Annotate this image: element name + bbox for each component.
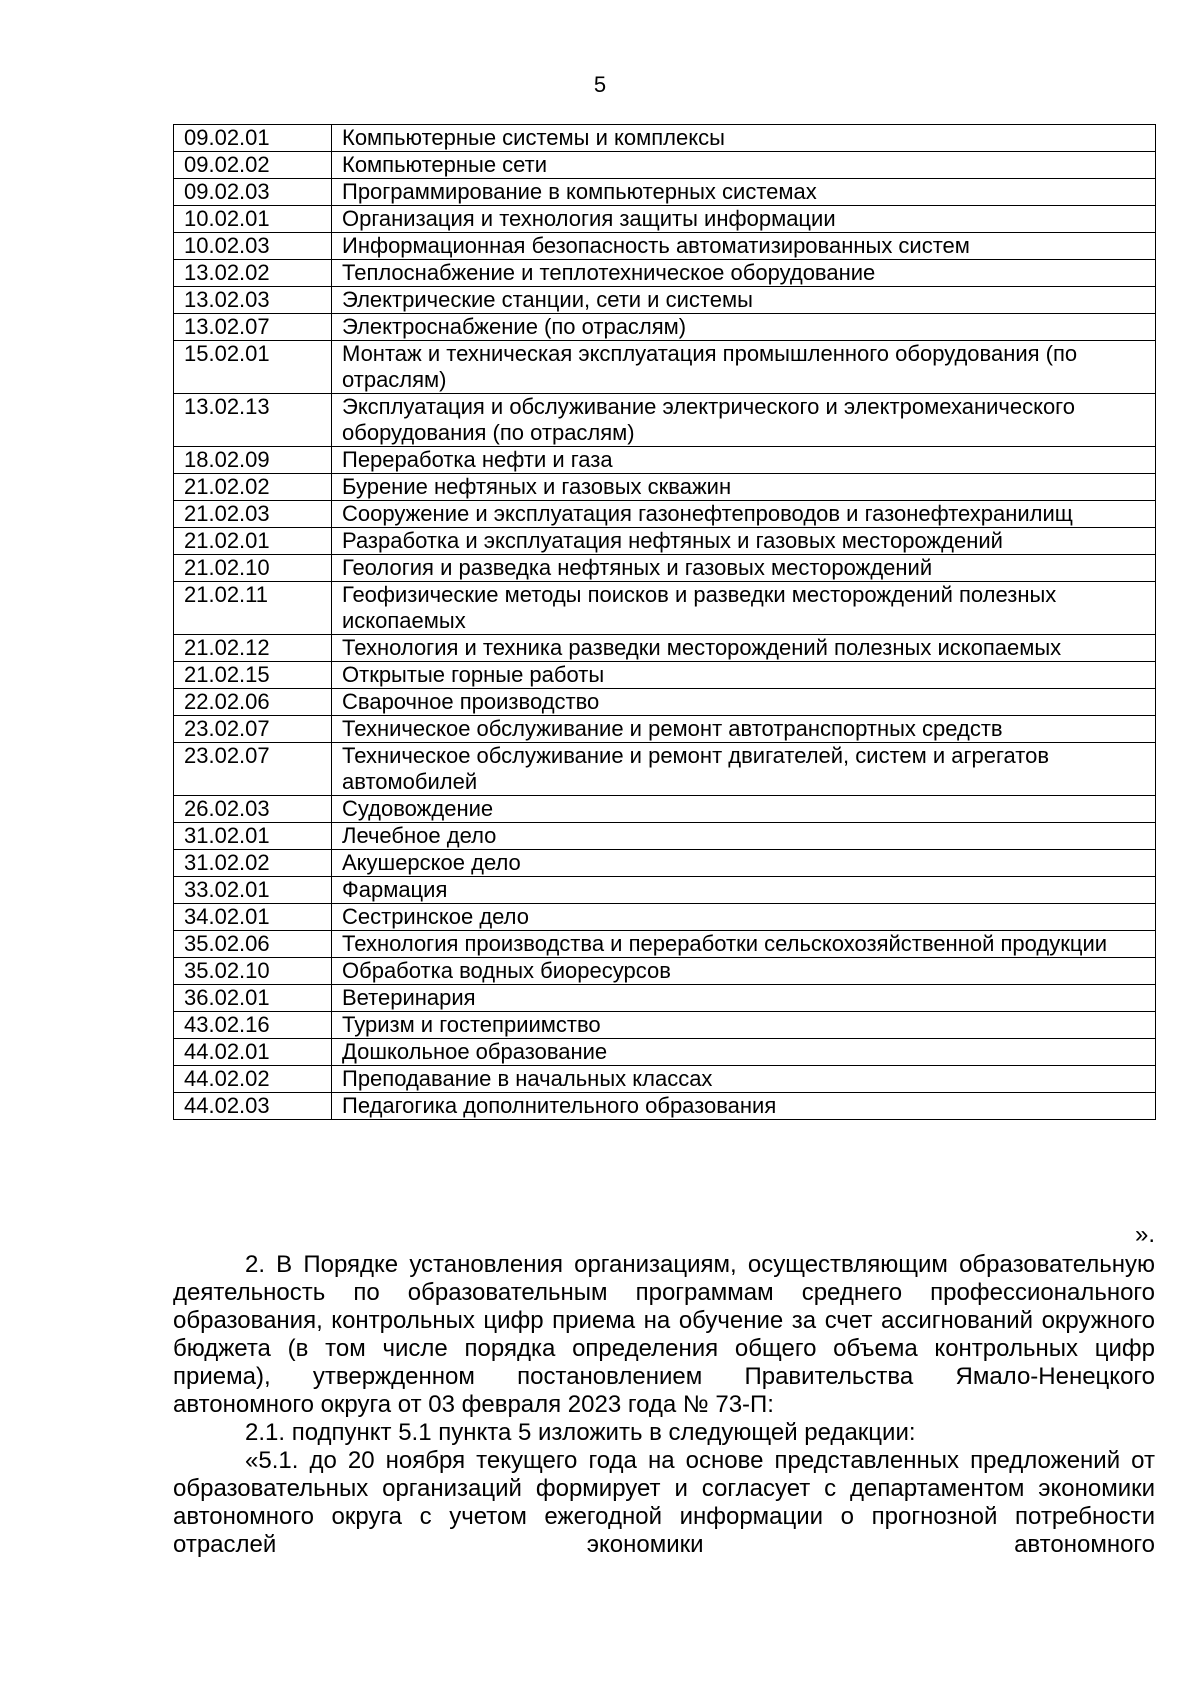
specialty-code: 21.02.02: [174, 474, 332, 501]
table-row: [174, 877, 1156, 904]
specialty-name: Сооружение и эксплуатация газонефтепроводов и газонефтехранилищ: [332, 501, 1156, 528]
table-row: [174, 850, 1156, 877]
table-row: [174, 931, 1156, 958]
specialty-code: 35.02.06: [174, 931, 332, 958]
specialty-code: 13.02.13: [174, 394, 332, 447]
specialty-name: Техническое обслуживание и ремонт двигателей, систем и агрегатов автомобилей: [332, 743, 1156, 796]
table-row: [174, 474, 1156, 501]
specialty-code: 34.02.01: [174, 904, 332, 931]
specialty-code: 21.02.11: [174, 582, 332, 635]
specialty-name: Открытые горные работы: [332, 662, 1156, 689]
table-row: [174, 260, 1156, 287]
table-row: [174, 1039, 1156, 1066]
table-row: [174, 447, 1156, 474]
table-row: [174, 985, 1156, 1012]
specialty-code: 43.02.16: [174, 1012, 332, 1039]
specialty-code: 31.02.01: [174, 823, 332, 850]
table-row: [174, 287, 1156, 314]
specialty-name: Электрические станции, сети и системы: [332, 287, 1156, 314]
table-row: [174, 179, 1156, 206]
specialty-name: Информационная безопасность автоматизированных систем: [332, 233, 1156, 260]
table-row: [174, 716, 1156, 743]
specialty-code: 22.02.06: [174, 689, 332, 716]
specialty-name: Компьютерные сети: [332, 152, 1156, 179]
table-row: [174, 394, 1156, 447]
table-row: [174, 689, 1156, 716]
table-row: [174, 1066, 1156, 1093]
table-row: [174, 152, 1156, 179]
specialty-name: Монтаж и техническая эксплуатация промышленного оборудования (по отраслям): [332, 341, 1156, 394]
specialty-code: 13.02.07: [174, 314, 332, 341]
document-body: [173, 1251, 1155, 1559]
table-row: [174, 958, 1156, 985]
specialty-code: 21.02.01: [174, 528, 332, 555]
specialty-name: Фармация: [332, 877, 1156, 904]
specialty-name: Сварочное производство: [332, 689, 1156, 716]
specialty-code: 35.02.10: [174, 958, 332, 985]
specialty-name: Педагогика дополнительного образования: [332, 1093, 1156, 1120]
specialty-name: Техническое обслуживание и ремонт автотранспортных средств: [332, 716, 1156, 743]
specialty-name: Сестринское дело: [332, 904, 1156, 931]
table-row: [174, 233, 1156, 260]
specialty-name: Электроснабжение (по отраслям): [332, 314, 1156, 341]
table-row: [174, 904, 1156, 931]
specialty-name: Дошкольное образование: [332, 1039, 1156, 1066]
table-row: [174, 582, 1156, 635]
specialty-code: 09.02.02: [174, 152, 332, 179]
specialty-code: 09.02.01: [174, 125, 332, 152]
specialty-code: 21.02.12: [174, 635, 332, 662]
specialty-code: 44.02.02: [174, 1066, 332, 1093]
specialty-code: 21.02.10: [174, 555, 332, 582]
specialty-name: Технология и техника разведки месторождений полезных ископаемых: [332, 635, 1156, 662]
paragraph-subpoint-5-1: «5.1. до 20 ноября текущего года на основе представленных предложений от образовательных организаций формирует и согласует с департаментом экономики автономного округа с учетом ежегодной информации о прогнозной потребности отраслей экономики автономного: [173, 1447, 1155, 1558]
specialty-name: Судовождение: [332, 796, 1156, 823]
specialty-code: 13.02.03: [174, 287, 332, 314]
table-row: [174, 1093, 1156, 1120]
table-row: [174, 528, 1156, 555]
specialty-name: Бурение нефтяных и газовых скважин: [332, 474, 1156, 501]
specialty-code: 15.02.01: [174, 341, 332, 394]
table-row: [174, 823, 1156, 850]
specialty-name: Ветеринария: [332, 985, 1156, 1012]
specialty-name: Геология и разведка нефтяных и газовых месторождений: [332, 555, 1156, 582]
specialty-code: 33.02.01: [174, 877, 332, 904]
paragraph-subpoint-2-1: 2.1. подпункт 5.1 пункта 5 изложить в следующей редакции:: [245, 1419, 916, 1446]
table-row: [174, 314, 1156, 341]
specialty-name: Программирование в компьютерных системах: [332, 179, 1156, 206]
specialty-name: Геофизические методы поисков и разведки месторождений полезных ископаемых: [332, 582, 1156, 635]
table-row: [174, 662, 1156, 689]
table-row: [174, 125, 1156, 152]
table-row: [174, 341, 1156, 394]
page-number: 5: [593, 72, 607, 97]
specialties-table-body: [174, 125, 1156, 1120]
specialty-name: Технология производства и переработки сельскохозяйственной продукции: [332, 931, 1156, 958]
specialty-code: 23.02.07: [174, 743, 332, 796]
specialty-code: 44.02.01: [174, 1039, 332, 1066]
closing-quote: ».: [1134, 1221, 1155, 1248]
specialty-code: 10.02.03: [174, 233, 332, 260]
specialties-table: [173, 124, 1156, 1120]
specialty-name: Теплоснабжение и теплотехническое оборудование: [332, 260, 1156, 287]
specialty-code: 44.02.03: [174, 1093, 332, 1120]
table-row: [174, 206, 1156, 233]
specialty-name: Туризм и гостеприимство: [332, 1012, 1156, 1039]
specialty-code: 13.02.02: [174, 260, 332, 287]
specialty-code: 21.02.03: [174, 501, 332, 528]
specialty-name: Разработка и эксплуатация нефтяных и газовых месторождений: [332, 528, 1156, 555]
specialty-name: Переработка нефти и газа: [332, 447, 1156, 474]
specialty-name: Преподавание в начальных классах: [332, 1066, 1156, 1093]
specialty-name: Компьютерные системы и комплексы: [332, 125, 1156, 152]
specialty-code: 21.02.15: [174, 662, 332, 689]
specialty-code: 10.02.01: [174, 206, 332, 233]
paragraph-amendment-intro: 2. В Порядке установления организациям, осуществляющим образовательную деятельность по образовательным программам среднего профессионального образования, контрольных цифр приема на обучение за счет ассигнований окружного бюджета (в том числе порядка определения общего объема контрольных цифр приема), утвержденном постановлением Правительства Ямало-Ненецкого автономного округа от 03 февраля 2023 года № 73-П:: [173, 1251, 1155, 1418]
table-row: [174, 1012, 1156, 1039]
table-row: [174, 555, 1156, 582]
table-row: [174, 796, 1156, 823]
table-row: [174, 743, 1156, 796]
specialty-code: 31.02.02: [174, 850, 332, 877]
table-row: [174, 501, 1156, 528]
specialty-name: Акушерское дело: [332, 850, 1156, 877]
specialty-code: 36.02.01: [174, 985, 332, 1012]
table-row: [174, 635, 1156, 662]
specialty-name: Организация и технология защиты информации: [332, 206, 1156, 233]
specialty-name: Лечебное дело: [332, 823, 1156, 850]
specialty-code: 09.02.03: [174, 179, 332, 206]
specialty-code: 18.02.09: [174, 447, 332, 474]
specialty-code: 23.02.07: [174, 716, 332, 743]
specialty-name: Обработка водных биоресурсов: [332, 958, 1156, 985]
specialty-code: 26.02.03: [174, 796, 332, 823]
specialty-name: Эксплуатация и обслуживание электрического и электромеханического оборудования (по отраслям): [332, 394, 1156, 447]
